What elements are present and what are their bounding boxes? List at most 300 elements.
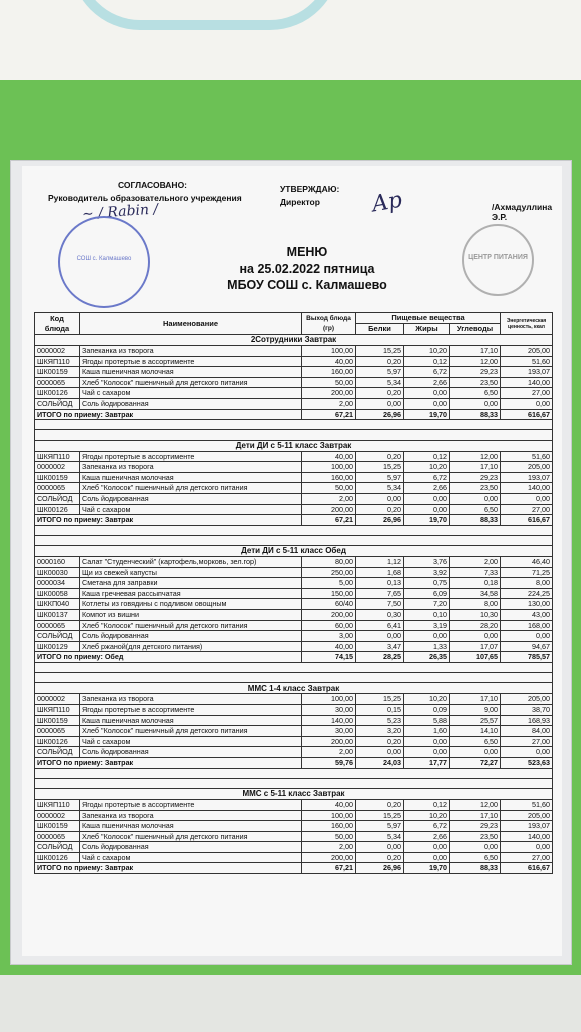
menu-title: МЕНЮ: [286, 245, 328, 259]
cell-energy: 51,60: [501, 356, 553, 367]
cell-protein: 0,20: [356, 799, 404, 810]
cell-carbs: 0,00: [450, 493, 501, 504]
cell-name: Хлеб "Колосок" пшеничный для детского питания: [80, 377, 302, 388]
cell-protein: 1,68: [356, 567, 404, 578]
total-label: ИТОГО по приему: Завтрак: [35, 757, 302, 768]
col-portion-header: Выход блюда (гр): [302, 313, 356, 335]
cell-code: ШК00126: [35, 388, 80, 399]
blank-cell: [35, 420, 553, 430]
cell-protein: 0,20: [356, 451, 404, 462]
cell-name: Чай с сахаром: [80, 504, 302, 515]
table-row: [35, 451, 553, 462]
cell-code: 0000065: [35, 483, 80, 494]
total-row: [35, 409, 553, 420]
table-row: [35, 346, 553, 357]
cell-carbs: 23,50: [450, 377, 501, 388]
section-title: Дети ДИ с 5-11 класс Завтрак: [35, 440, 553, 451]
section-title: 2Сотрудники Завтрак: [35, 335, 553, 346]
cell-fat: 3,76: [404, 557, 450, 568]
total-label: ИТОГО по приему: Завтрак: [35, 409, 302, 420]
cell-code: ШК00129: [35, 641, 80, 652]
cell-name: Сметана для заправки: [80, 578, 302, 589]
cell-carbs: 6,50: [450, 504, 501, 515]
cell-energy: 140,00: [501, 377, 553, 388]
cell-name: Котлеты из говядины с подливом овощным: [80, 599, 302, 610]
cell-name: Чай с сахаром: [80, 388, 302, 399]
cell-energy: 51,60: [501, 451, 553, 462]
total-protein: 24,03: [356, 757, 404, 768]
total-portion: 67,21: [302, 515, 356, 526]
table-row: [35, 367, 553, 378]
left-signature: ~ / Rabin /: [81, 201, 159, 223]
cell-carbs: 6,50: [450, 736, 501, 747]
menu-sheet: [22, 166, 562, 956]
cell-energy: 27,00: [501, 852, 553, 863]
total-label: ИТОГО по приему: Завтрак: [35, 863, 302, 874]
table-row: [35, 747, 553, 758]
table-row: [35, 462, 553, 473]
cell-portion: 200,00: [302, 852, 356, 863]
cell-name: Соль йодированная: [80, 493, 302, 504]
cell-energy: 193,07: [501, 367, 553, 378]
blank-row: [35, 420, 553, 430]
blank-cell: [35, 778, 553, 788]
section-title: ММС 1-4 класс Завтрак: [35, 683, 553, 694]
cell-fat: 3,19: [404, 620, 450, 631]
cell-fat: 0,12: [404, 356, 450, 367]
cell-carbs: 29,23: [450, 472, 501, 483]
cell-protein: 0,20: [356, 852, 404, 863]
cell-fat: 0,12: [404, 451, 450, 462]
total-fat: 19,70: [404, 863, 450, 874]
cell-code: ШК00126: [35, 852, 80, 863]
blank-row: [35, 525, 553, 535]
cell-portion: 80,00: [302, 557, 356, 568]
section-header-row: [35, 335, 553, 346]
cell-portion: 2,00: [302, 398, 356, 409]
cell-portion: 200,00: [302, 736, 356, 747]
table-row: [35, 704, 553, 715]
cell-code: СОЛЬЙОД: [35, 398, 80, 409]
cell-carbs: 23,50: [450, 831, 501, 842]
cell-portion: 100,00: [302, 346, 356, 357]
cell-fat: 6,72: [404, 821, 450, 832]
cell-carbs: 6,50: [450, 388, 501, 399]
cell-portion: 100,00: [302, 810, 356, 821]
table-row: [35, 588, 553, 599]
table-row: [35, 567, 553, 578]
table-row: [35, 631, 553, 642]
table-row: [35, 726, 553, 737]
cell-portion: 200,00: [302, 388, 356, 399]
total-protein: 26,96: [356, 515, 404, 526]
cell-portion: 2,00: [302, 747, 356, 758]
total-protein: 26,96: [356, 863, 404, 874]
cell-name: Запеканка из творога: [80, 810, 302, 821]
table-row: [35, 810, 553, 821]
cell-energy: 193,07: [501, 821, 553, 832]
cell-code: СОЛЬЙОД: [35, 842, 80, 853]
cell-energy: 140,00: [501, 831, 553, 842]
col-energy-header: Энергетическая ценность, ккал: [501, 313, 553, 335]
cell-code: 0000002: [35, 694, 80, 705]
cell-protein: 0,00: [356, 398, 404, 409]
cell-portion: 160,00: [302, 367, 356, 378]
cell-fat: 0,00: [404, 504, 450, 515]
cell-protein: 15,25: [356, 462, 404, 473]
total-fat: 26,35: [404, 652, 450, 663]
cell-carbs: 23,50: [450, 483, 501, 494]
cell-portion: 50,00: [302, 483, 356, 494]
total-energy: 616,67: [501, 409, 553, 420]
cell-name: Каша пшеничная молочная: [80, 367, 302, 378]
cell-name: Хлеб "Колосок" пшеничный для детского питания: [80, 483, 302, 494]
cell-name: Запеканка из творога: [80, 462, 302, 473]
cell-protein: 15,25: [356, 810, 404, 821]
table-row: [35, 715, 553, 726]
cell-energy: 51,60: [501, 799, 553, 810]
table-row: [35, 610, 553, 621]
table-row: [35, 493, 553, 504]
cell-portion: 30,00: [302, 726, 356, 737]
cell-name: Ягоды протертые в ассортименте: [80, 704, 302, 715]
table-row: [35, 694, 553, 705]
total-label: ИТОГО по приему: Обед: [35, 652, 302, 663]
cell-code: 0000065: [35, 726, 80, 737]
cell-name: Хлеб "Колосок" пшеничный для детского питания: [80, 620, 302, 631]
cell-protein: 0,00: [356, 842, 404, 853]
blank-cell: [35, 525, 553, 535]
school-stamp: [58, 216, 150, 308]
cell-portion: 2,00: [302, 493, 356, 504]
table-row: [35, 852, 553, 863]
cell-fat: 6,72: [404, 367, 450, 378]
cell-code: СОЛЬЙОД: [35, 493, 80, 504]
table-row: [35, 599, 553, 610]
cell-name: Запеканка из творога: [80, 346, 302, 357]
cell-portion: 250,00: [302, 567, 356, 578]
cell-protein: 15,25: [356, 694, 404, 705]
wall-bottom: [0, 975, 581, 1032]
cell-energy: 38,70: [501, 704, 553, 715]
section-header-row: [35, 440, 553, 451]
cell-energy: 140,00: [501, 483, 553, 494]
cell-name: Компот из вишни: [80, 610, 302, 621]
cell-fat: 2,66: [404, 483, 450, 494]
cell-name: Соль йодированная: [80, 631, 302, 642]
table-row: [35, 620, 553, 631]
cell-protein: 0,20: [356, 504, 404, 515]
blank-row: [35, 663, 553, 673]
cell-energy: 0,00: [501, 842, 553, 853]
cell-fat: 3,92: [404, 567, 450, 578]
cell-energy: 205,00: [501, 346, 553, 357]
cell-code: 0000034: [35, 578, 80, 589]
col-protein-header: Белки: [356, 324, 404, 335]
menu-date: на 25.02.2022 пятница: [239, 262, 375, 276]
blank-row: [35, 768, 553, 778]
blank-cell: [35, 673, 553, 683]
cell-fat: 2,66: [404, 831, 450, 842]
cell-carbs: 12,00: [450, 451, 501, 462]
cell-protein: 0,30: [356, 610, 404, 621]
total-energy: 785,57: [501, 652, 553, 663]
section-header-row: [35, 546, 553, 557]
blank-row: [35, 535, 553, 545]
cell-energy: 46,40: [501, 557, 553, 568]
cell-portion: 200,00: [302, 610, 356, 621]
cell-name: Щи из свежей капусты: [80, 567, 302, 578]
approved-left-role: Руководитель образовательного учреждения: [48, 193, 242, 203]
total-protein: 26,96: [356, 409, 404, 420]
total-protein: 28,25: [356, 652, 404, 663]
cell-protein: 0,00: [356, 747, 404, 758]
director-name: /Ахмадуллина Э.Р.: [492, 202, 553, 222]
total-row: [35, 863, 553, 874]
cell-protein: 0,00: [356, 493, 404, 504]
col-nutrients-header: Пищевые вещества: [356, 313, 501, 324]
cell-code: ШК00030: [35, 567, 80, 578]
cell-carbs: 17,07: [450, 641, 501, 652]
cell-carbs: 12,00: [450, 799, 501, 810]
cell-protein: 5,97: [356, 472, 404, 483]
total-row: [35, 652, 553, 663]
cell-energy: 168,00: [501, 620, 553, 631]
cell-portion: 50,00: [302, 377, 356, 388]
total-carbs: 88,33: [450, 515, 501, 526]
cell-protein: 0,15: [356, 704, 404, 715]
cell-protein: 7,65: [356, 588, 404, 599]
table-row: [35, 736, 553, 747]
cell-fat: 0,10: [404, 610, 450, 621]
cell-energy: 43,00: [501, 610, 553, 621]
cell-protein: 5,97: [356, 367, 404, 378]
cell-portion: 30,00: [302, 704, 356, 715]
cell-protein: 5,34: [356, 483, 404, 494]
cell-fat: 1,33: [404, 641, 450, 652]
cell-protein: 3,20: [356, 726, 404, 737]
cell-carbs: 7,33: [450, 567, 501, 578]
total-energy: 616,67: [501, 863, 553, 874]
wall-top: [0, 0, 581, 80]
cell-portion: 40,00: [302, 451, 356, 462]
table-row: [35, 483, 553, 494]
table-row: [35, 388, 553, 399]
cell-protein: 7,50: [356, 599, 404, 610]
cell-portion: 40,00: [302, 641, 356, 652]
total-energy: 523,63: [501, 757, 553, 768]
cell-fat: 0,09: [404, 704, 450, 715]
cell-portion: 5,00: [302, 578, 356, 589]
blank-row: [35, 778, 553, 788]
cell-energy: 168,93: [501, 715, 553, 726]
cell-carbs: 17,10: [450, 810, 501, 821]
cell-protein: 3,47: [356, 641, 404, 652]
cell-carbs: 29,23: [450, 367, 501, 378]
col-carbs-header: Углеводы: [450, 324, 501, 335]
col-fat-header: Жиры: [404, 324, 450, 335]
total-carbs: 88,33: [450, 409, 501, 420]
cell-portion: 50,00: [302, 831, 356, 842]
cell-carbs: 8,00: [450, 599, 501, 610]
total-carbs: 107,65: [450, 652, 501, 663]
cell-code: 0000160: [35, 557, 80, 568]
table-row: [35, 557, 553, 568]
cell-protein: 6,41: [356, 620, 404, 631]
cell-name: Каша пшеничная молочная: [80, 472, 302, 483]
blank-cell: [35, 768, 553, 778]
blank-cell: [35, 430, 553, 440]
cell-carbs: 25,57: [450, 715, 501, 726]
cell-carbs: 0,00: [450, 631, 501, 642]
cell-name: Ягоды протертые в ассортименте: [80, 451, 302, 462]
table-row: [35, 472, 553, 483]
section-header-row: [35, 788, 553, 799]
cell-energy: 193,07: [501, 472, 553, 483]
cell-code: ШК00126: [35, 504, 80, 515]
total-portion: 74,15: [302, 652, 356, 663]
total-energy: 616,67: [501, 515, 553, 526]
cell-code: 0000065: [35, 377, 80, 388]
cell-fat: 0,00: [404, 852, 450, 863]
cell-code: ШККП040: [35, 599, 80, 610]
cell-fat: 2,66: [404, 377, 450, 388]
total-portion: 59,76: [302, 757, 356, 768]
cell-protein: 0,00: [356, 631, 404, 642]
cell-protein: 15,25: [356, 346, 404, 357]
cell-fat: 5,88: [404, 715, 450, 726]
total-carbs: 88,33: [450, 863, 501, 874]
blank-row: [35, 430, 553, 440]
cell-portion: 100,00: [302, 694, 356, 705]
cell-energy: 0,00: [501, 747, 553, 758]
cell-name: Каша пшеничная молочная: [80, 715, 302, 726]
cell-protein: 0,20: [356, 388, 404, 399]
cell-name: Салат "Студенческий" (картофель,морковь, зел.гор): [80, 557, 302, 568]
cell-protein: 5,97: [356, 821, 404, 832]
school-name: МБОУ СОШ с. Калмашево: [227, 278, 387, 292]
total-portion: 67,21: [302, 863, 356, 874]
cell-energy: 0,00: [501, 493, 553, 504]
cell-portion: 60/40: [302, 599, 356, 610]
catering-stamp-text: ЦЕНТР ПИТАНИЯ: [468, 254, 528, 261]
cell-fat: 0,00: [404, 631, 450, 642]
col-name-header: Наименование: [80, 313, 302, 335]
cell-portion: 160,00: [302, 821, 356, 832]
cell-fat: 6,72: [404, 472, 450, 483]
cell-name: Каша гречневая рассыпчатая: [80, 588, 302, 599]
cell-code: ШК00159: [35, 367, 80, 378]
cell-carbs: 10,30: [450, 610, 501, 621]
cell-name: Запеканка из творога: [80, 694, 302, 705]
cell-portion: 3,00: [302, 631, 356, 642]
total-carbs: 72,27: [450, 757, 501, 768]
cell-fat: 0,00: [404, 493, 450, 504]
blank-row: [35, 673, 553, 683]
cell-fat: 0,12: [404, 799, 450, 810]
cell-carbs: 17,10: [450, 346, 501, 357]
col-code-header: Код блюда: [35, 313, 80, 335]
table-row: [35, 377, 553, 388]
approved-right-role: Директор: [280, 197, 320, 207]
logo-ring-decoration: [70, 0, 340, 30]
cell-carbs: 29,23: [450, 821, 501, 832]
table-row: [35, 842, 553, 853]
cell-portion: 200,00: [302, 504, 356, 515]
cell-code: ШК00159: [35, 715, 80, 726]
cell-code: ШКЯП110: [35, 356, 80, 367]
cell-portion: 160,00: [302, 472, 356, 483]
cell-name: Чай с сахаром: [80, 852, 302, 863]
cell-name: Хлеб "Колосок" пшеничный для детского питания: [80, 831, 302, 842]
cell-energy: 27,00: [501, 504, 553, 515]
cell-energy: 84,00: [501, 726, 553, 737]
cell-energy: 130,00: [501, 599, 553, 610]
cell-code: ШКЯП110: [35, 799, 80, 810]
cell-fat: 7,20: [404, 599, 450, 610]
cell-code: 0000065: [35, 620, 80, 631]
cell-code: 0000002: [35, 810, 80, 821]
cell-code: ШК00159: [35, 821, 80, 832]
total-fat: 19,70: [404, 409, 450, 420]
right-signature: Ap: [370, 187, 404, 218]
cell-protein: 0,20: [356, 356, 404, 367]
cell-code: СОЛЬЙОД: [35, 631, 80, 642]
cell-name: Соль йодированная: [80, 398, 302, 409]
cell-fat: 0,00: [404, 388, 450, 399]
section-header-row: [35, 683, 553, 694]
cell-protein: 5,34: [356, 831, 404, 842]
cell-name: Хлеб ржаной(для детского питания): [80, 641, 302, 652]
cell-code: ШК00137: [35, 610, 80, 621]
cell-carbs: 17,10: [450, 694, 501, 705]
table-row: [35, 799, 553, 810]
cell-fat: 0,00: [404, 842, 450, 853]
cell-portion: 40,00: [302, 356, 356, 367]
cell-energy: 205,00: [501, 810, 553, 821]
cell-carbs: 2,00: [450, 557, 501, 568]
table-row: [35, 831, 553, 842]
cell-code: СОЛЬЙОД: [35, 747, 80, 758]
approved-left-label: СОГЛАСОВАНО:: [118, 180, 188, 190]
cell-energy: 0,00: [501, 398, 553, 409]
cell-carbs: 0,00: [450, 398, 501, 409]
total-fat: 19,70: [404, 515, 450, 526]
total-label: ИТОГО по приему: Завтрак: [35, 515, 302, 526]
cell-energy: 8,00: [501, 578, 553, 589]
cell-portion: 40,00: [302, 799, 356, 810]
cell-carbs: 0,00: [450, 842, 501, 853]
cell-fat: 0,00: [404, 747, 450, 758]
cell-protein: 5,34: [356, 377, 404, 388]
table-row: [35, 641, 553, 652]
cell-code: ШК00159: [35, 472, 80, 483]
section-title: Дети ДИ с 5-11 класс Обед: [35, 546, 553, 557]
cell-code: ШК00126: [35, 736, 80, 747]
cell-fat: 0,75: [404, 578, 450, 589]
cell-energy: 94,67: [501, 641, 553, 652]
school-stamp-text: СОШ с. Калмашево: [76, 256, 132, 262]
table-row: [35, 578, 553, 589]
cell-portion: 140,00: [302, 715, 356, 726]
cell-name: Ягоды протертые в ассортименте: [80, 356, 302, 367]
cell-fat: 0,00: [404, 398, 450, 409]
cell-name: Соль йодированная: [80, 842, 302, 853]
cell-energy: 71,25: [501, 567, 553, 578]
cell-protein: 5,23: [356, 715, 404, 726]
cell-code: 0000002: [35, 346, 80, 357]
total-fat: 17,77: [404, 757, 450, 768]
